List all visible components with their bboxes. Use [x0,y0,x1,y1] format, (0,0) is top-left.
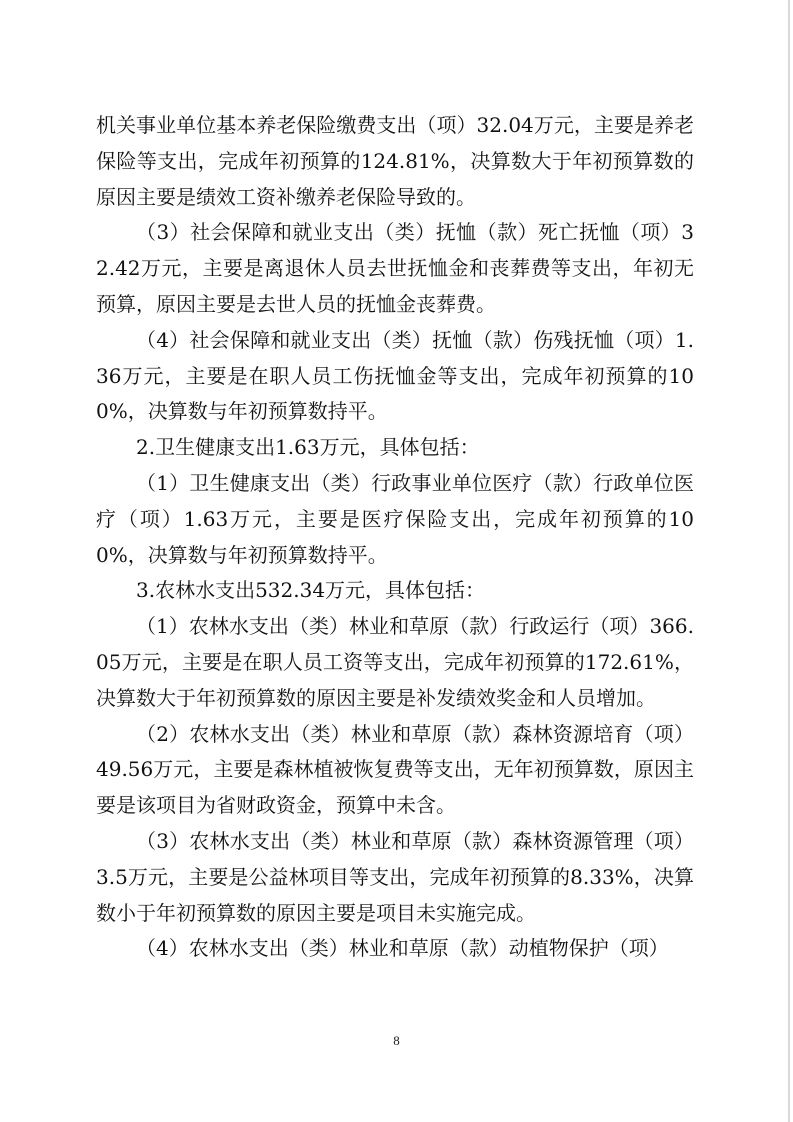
page-edge-line [788,0,790,1122]
paragraph-pension-contribution: 机关事业单位基本养老保险缴费支出（项）32.04万元，主要是养老保险等支出，完成年初预算的124.81%，决算数大于年初预算数的原因主要是绩效工资补缴养老保险导致的。 [96,113,694,209]
paragraph-medical-insurance: （1）卫生健康支出（类）行政事业单位医疗（款）行政单位医疗（项）1.63万元，主要是医疗保险支出，完成年初预算的100%，决算数与年初预算数持平。 [96,470,694,567]
paragraph-forest-management: （3）农林水支出（类）林业和草原（款）森林资源管理（项）3.5万元，主要是公益林项目等支出，完成年初预算的8.33%，决算数小于年初预算数的原因主要是项目未实施完成。 [96,828,694,925]
heading-health-expenditure: 2.卫生健康支出1.63万元，具体包括： [136,435,480,460]
paragraph-wildlife-protection: （4）农林水支出（类）林业和草原（款）动植物保护（项） [136,936,669,961]
page-number: 8 [393,1033,400,1048]
paragraph-forest-cultivation: （2）农林水支出（类）林业和草原（款）森林资源培育（项）49.56万元，主要是森林植被恢复费等支出，无年初预算数，原因主要是该项目为省财政资金，预算中未含。 [96,721,694,818]
paragraph-administrative-operation: （1）农林水支出（类）林业和草原（款）行政运行（项）366.05万元，主要是在职人员工资等支出，完成年初预算的172.61%，决算数大于年初预算数的原因主要是补发绩效奖金和人员增加。 [96,614,694,710]
heading-agriculture-expenditure: 3.农林水支出532.34万元，具体包括： [136,578,486,603]
paragraph-disability-pension: （4）社会保障和就业支出（类）抚恤（款）伤残抚恤（项）1.36万元，主要是在职人员工伤抚恤金等支出，完成年初预算的100%，决算数与年初预算数持平。 [96,327,694,424]
document-body [96,108,694,967]
paragraph-death-pension: （3）社会保障和就业支出（类）抚恤（款）死亡抚恤（项）32.42万元，主要是离退休人员去世抚恤金和丧葬费等支出，年初无预算，原因主要是去世人员的抚恤金丧葬费。 [96,220,694,316]
